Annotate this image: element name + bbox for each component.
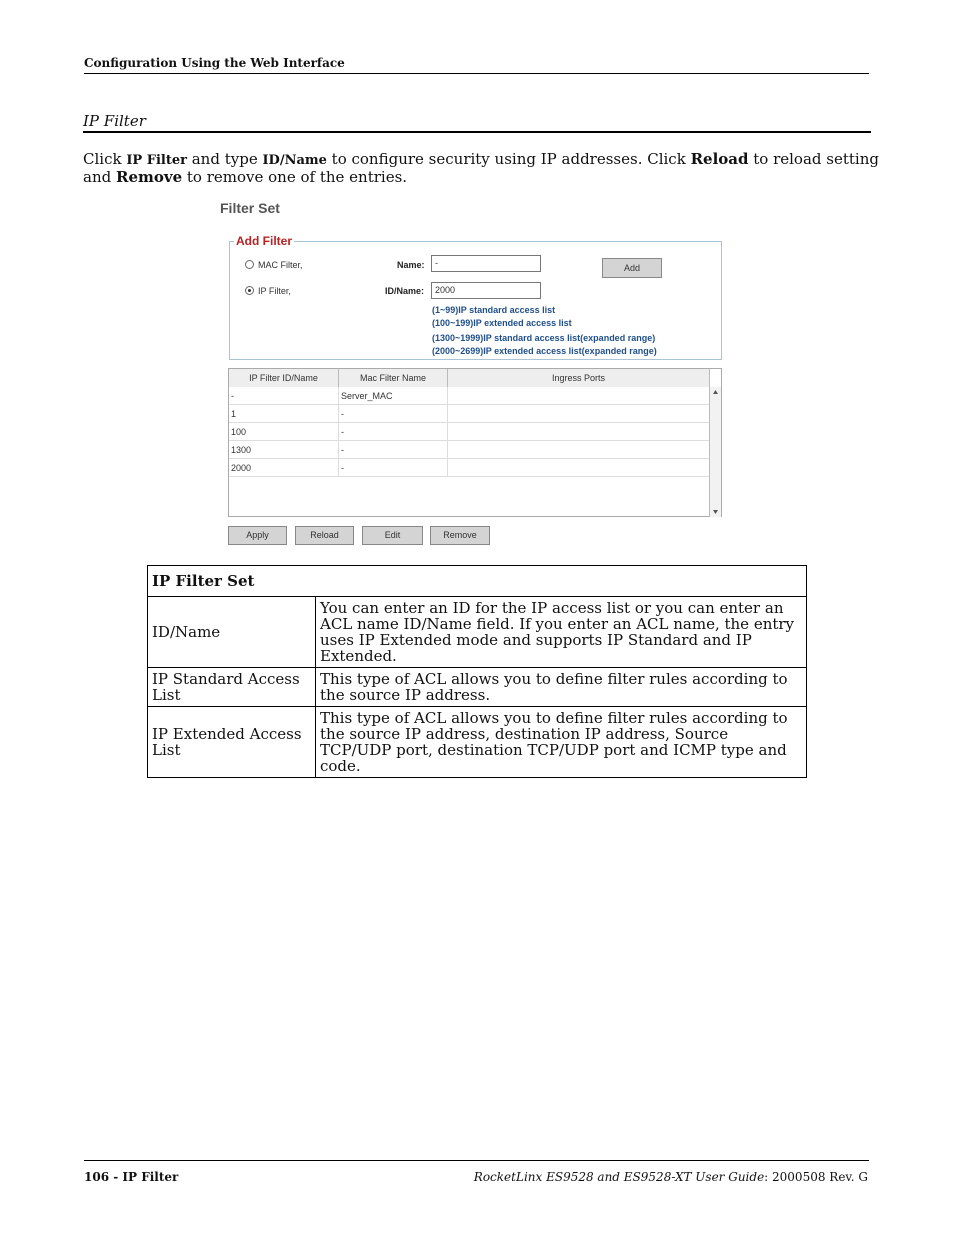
row-id-cell[interactable]: 1300 (229, 441, 339, 459)
name-input[interactable]: - (431, 255, 541, 272)
intro-bold-reload: Reload (690, 150, 749, 168)
edit-button[interactable]: Edit (362, 526, 423, 545)
row-id-cell[interactable]: 2000 (229, 459, 339, 477)
filter-list-grid (228, 368, 722, 517)
ip-filter-radio[interactable] (245, 286, 254, 295)
intro-bold-id-name: ID/Name (262, 153, 327, 168)
row-ports-cell[interactable] (448, 441, 710, 459)
section-rule (83, 131, 871, 133)
footer-doc-number: : 2000508 Rev. G (764, 1170, 868, 1184)
id-name-input[interactable]: 2000 (431, 282, 541, 299)
note-standard: (1~99)IP standard access list (432, 305, 556, 315)
row-ports-cell[interactable] (448, 405, 710, 423)
row-ports-cell[interactable] (448, 423, 710, 441)
apply-button[interactable]: Apply (228, 526, 287, 545)
table-desc: This type of ACL allows you to define filter rules according to the source IP address, destination IP address, Source TCP/UDP port, destination TCP/UDP port and ICMP type and code. (316, 707, 807, 778)
id-name-label: ID/Name: (385, 286, 425, 296)
footer-page-label: 106 - IP Filter (84, 1170, 179, 1184)
footer-doc-title (474, 1170, 868, 1184)
add-button[interactable]: Add (602, 258, 662, 278)
note-standard-expanded: (1300~1999)IP standard access list(expanded range) (432, 333, 656, 343)
intro-text: to reload setting and (83, 150, 879, 186)
table-term: IP Extended Access List (148, 707, 316, 778)
add-filter-legend: Add Filter (236, 234, 292, 248)
grid-scrollbar[interactable] (709, 387, 721, 517)
reload-button[interactable]: Reload (295, 526, 354, 545)
row-mac-cell[interactable]: - (339, 405, 448, 423)
table-desc: This type of ACL allows you to define filter rules according to the source IP address. (316, 668, 807, 707)
table-title: IP Filter Set (148, 566, 807, 597)
table-term: ID/Name (148, 597, 316, 668)
header-rule (84, 73, 869, 74)
footer-guide-name: RocketLinx ES9528 and ES9528-XT User Guide (473, 1170, 765, 1184)
ip-filter-label: IP Filter, (258, 286, 291, 296)
column-header[interactable]: Ingress Ports (448, 369, 710, 387)
row-mac-cell[interactable]: - (339, 423, 448, 441)
row-ports-cell[interactable] (448, 459, 710, 477)
remove-button[interactable]: Remove (430, 526, 490, 545)
column-header[interactable]: Mac Filter Name (339, 369, 448, 387)
note-extended-expanded: (2000~2699)IP extended access list(expanded range) (432, 346, 657, 356)
scroll-arrows-icon (710, 387, 721, 517)
mac-filter-radio[interactable] (245, 260, 254, 269)
row-mac-cell[interactable]: - (339, 459, 448, 477)
section-title: IP Filter (83, 112, 146, 130)
table-desc: You can enter an ID for the IP access list or you can enter an ACL name ID/Name field. If you enter an ACL name, the entry uses IP Extended mode and supports IP Standard and IP Extended. (316, 597, 807, 668)
row-id-cell[interactable]: - (229, 387, 339, 405)
row-mac-cell[interactable]: Server_MAC (339, 387, 448, 405)
mac-filter-label: MAC Filter, (258, 260, 303, 270)
intro-paragraph (83, 151, 883, 185)
footer-rule (84, 1160, 869, 1161)
intro-text: to remove one of the entries. (182, 168, 408, 186)
column-header[interactable]: IP Filter ID/Name (229, 369, 339, 387)
row-ports-cell[interactable] (448, 387, 710, 405)
ip-filter-set-table (147, 565, 807, 778)
intro-text: and type (186, 150, 263, 168)
table-term: IP Standard Access List (148, 668, 316, 707)
row-id-cell[interactable]: 100 (229, 423, 339, 441)
row-id-cell[interactable]: 1 (229, 405, 339, 423)
filter-set-title: Filter Set (220, 200, 280, 216)
intro-text: to configure security using IP addresses. Click (326, 150, 691, 168)
intro-text: Click (83, 150, 127, 168)
note-extended: (100~199)IP extended access list (432, 318, 572, 328)
name-label: Name: (397, 260, 425, 270)
row-mac-cell[interactable]: - (339, 441, 448, 459)
intro-bold-ip-filter: IP Filter (126, 153, 187, 168)
intro-bold-remove: Remove (115, 168, 183, 186)
running-header: Configuration Using the Web Interface (84, 56, 345, 70)
